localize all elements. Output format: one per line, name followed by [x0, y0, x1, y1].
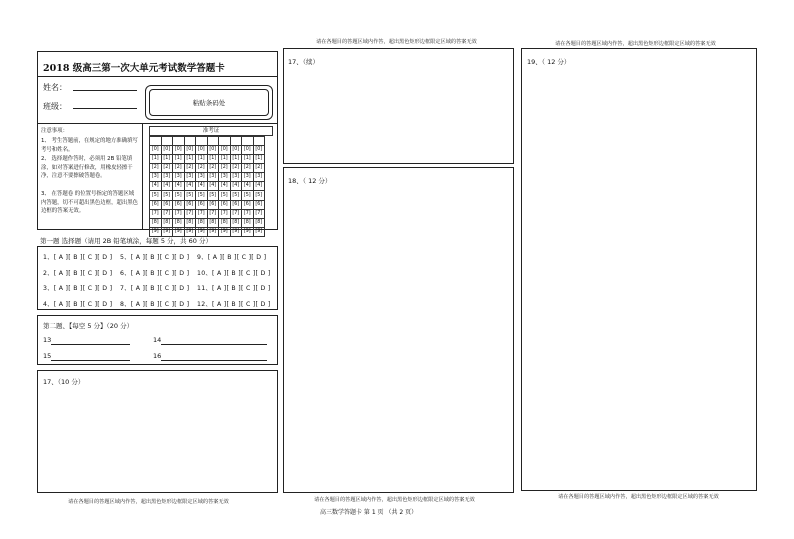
section2-box: [37, 315, 278, 365]
blank-label: 16: [153, 352, 162, 360]
exam-digit-bubble[interactable]: [5]: [242, 191, 254, 200]
class-field[interactable]: [73, 108, 137, 109]
note-item: 2、 选择题作答时，必须用 2B 铅笔填涂，如对答案进行修改，用橡皮轻擦干净，注意不要擦破答题卷。: [41, 156, 133, 180]
exam-digit-bubble[interactable]: [3]: [242, 173, 254, 182]
name-label: 姓名：: [43, 83, 67, 92]
exam-number-grid: [149, 126, 274, 234]
exam-digit-bubble[interactable]: [7]: [196, 209, 208, 218]
bottom-notice-right: 请在各题目的答题区域内作答，超出黑色矩形边框限定区域的答案无效: [558, 494, 719, 500]
exam-digit-bubble[interactable]: [9]: [219, 227, 231, 236]
exam-digit-bubble[interactable]: [0]: [150, 146, 162, 155]
barcode-area: [145, 85, 273, 120]
notes-box: [38, 124, 143, 229]
exam-digit-bubble[interactable]: [8]: [230, 218, 242, 227]
info-panel: [37, 51, 278, 234]
q17-label: 17、（10 分）: [43, 378, 85, 386]
exam-digit-bubble[interactable]: [2]: [219, 164, 231, 173]
q17-answer-area[interactable]: [37, 370, 278, 493]
exam-digit-bubble[interactable]: [8]: [173, 218, 185, 227]
exam-digit-bubble[interactable]: [2]: [184, 164, 196, 173]
exam-digit-bubble[interactable]: [6]: [230, 200, 242, 209]
q19-label: 19、（ 12 分）: [527, 58, 571, 66]
blank-14-line[interactable]: [161, 344, 267, 345]
exam-digit-bubble[interactable]: [0]: [219, 146, 231, 155]
exam-digit-bubble[interactable]: [0]: [253, 146, 265, 155]
exam-digit-bubble[interactable]: [0]: [184, 146, 196, 155]
blank-label: 14: [153, 336, 162, 344]
exam-digit-bubble[interactable]: [9]: [173, 227, 185, 236]
blank-label: 13: [43, 336, 52, 344]
exam-digit-bubble[interactable]: [5]: [207, 191, 219, 200]
exam-digit-bubble[interactable]: [7]: [219, 209, 231, 218]
exam-digit-bubble[interactable]: [1]: [242, 155, 254, 164]
exam-digit-bubble[interactable]: [8]: [242, 218, 254, 227]
card-title: 2018 级高三第一次大单元考试数学答题卡: [43, 63, 225, 74]
exam-digit-bubble[interactable]: [1]: [150, 155, 162, 164]
bottom-notice-left: 请在各题目的答题区域内作答，超出黑色矩形边框限定区域的答案无效: [68, 499, 229, 505]
section2-title: 第二题、【每空 5 分】（20 分）: [43, 322, 134, 330]
exam-digit-bubble[interactable]: [0]: [207, 146, 219, 155]
exam-digit-bubble[interactable]: [8]: [184, 218, 196, 227]
exam-digit-bubble[interactable]: [4]: [150, 182, 162, 191]
exam-digit-bubble[interactable]: [7]: [242, 209, 254, 218]
mc-question-row[interactable]: 7、[ A ][ B ][ C ][ D ]: [120, 285, 190, 292]
exam-digit-bubble[interactable]: [7]: [230, 209, 242, 218]
exam-digit-bubble[interactable]: [3]: [150, 173, 162, 182]
exam-digit-bubble[interactable]: [7]: [161, 209, 173, 218]
exam-digit-bubble[interactable]: [2]: [173, 164, 185, 173]
exam-digit-bubble[interactable]: [6]: [207, 200, 219, 209]
mc-question-row[interactable]: 9、[ A ][ B ][ C ][ D ]: [197, 254, 267, 261]
blank-16-line[interactable]: [161, 360, 267, 361]
exam-digit-bubble[interactable]: [1]: [196, 155, 208, 164]
exam-digit-bubble[interactable]: [5]: [161, 191, 173, 200]
section1-title: 第一题 选择题（请用 2B 铅笔填涂，每题 5 分，共 60 分）: [40, 237, 212, 245]
exam-digit-bubble[interactable]: [6]: [242, 200, 254, 209]
exam-digit-bubble[interactable]: [1]: [253, 155, 265, 164]
mc-question-row[interactable]: 6、[ A ][ B ][ C ][ D ]: [120, 269, 190, 277]
exam-digit-bubble[interactable]: [0]: [196, 146, 208, 155]
exam-digit-bubble[interactable]: [9]: [150, 227, 162, 236]
exam-digit-bubble[interactable]: [2]: [196, 164, 208, 173]
class-label: 班级：: [43, 102, 67, 111]
exam-number-title: 准考证: [149, 126, 273, 136]
exam-digit-bubble[interactable]: [4]: [196, 182, 208, 191]
exam-digit-bubble[interactable]: [8]: [207, 218, 219, 227]
exam-digit-bubble[interactable]: [8]: [196, 218, 208, 227]
exam-digit-bubble[interactable]: [6]: [253, 200, 265, 209]
exam-digit-bubble[interactable]: [8]: [161, 218, 173, 227]
mc-question-row[interactable]: 2、[ A ][ B ][ C ][ D ]: [43, 269, 113, 277]
exam-digit-bubble[interactable]: [1]: [219, 155, 231, 164]
exam-digit-bubble[interactable]: [3]: [230, 173, 242, 182]
q19-answer-area[interactable]: [521, 48, 757, 491]
mc-question-row[interactable]: 10、[ A ][ B ][ C ][ D ]: [197, 269, 271, 277]
exam-digit-bubble[interactable]: [9]: [207, 227, 219, 236]
exam-digit-bubble[interactable]: [4]: [242, 182, 254, 191]
exam-digit-bubble[interactable]: [8]: [150, 218, 162, 227]
exam-digit-bubble[interactable]: [1]: [173, 155, 185, 164]
exam-digit-bubble[interactable]: [5]: [219, 191, 231, 200]
exam-digit-bubble[interactable]: [3]: [219, 173, 231, 182]
exam-digit-bubble[interactable]: [2]: [230, 164, 242, 173]
exam-digit-bubble[interactable]: [0]: [173, 146, 185, 155]
exam-digit-bubble[interactable]: [4]: [253, 182, 265, 191]
mc-question-row[interactable]: 1、[ A ][ B ][ C ][ D ]: [43, 254, 113, 261]
mc-question-row[interactable]: 3、[ A ][ B ][ C ][ D ]: [43, 285, 113, 292]
exam-digit-bubble[interactable]: [6]: [219, 200, 231, 209]
q18-label: 18、（ 12 分）: [288, 177, 332, 185]
q17-continued-area[interactable]: [283, 48, 514, 164]
note-item: 3、 在答题卷 的位置号指定的答题区域内答题，切不可超出黑色边框，超出黑色边框的答案无效。: [41, 191, 139, 215]
exam-digit-bubble[interactable]: [7]: [150, 209, 162, 218]
exam-digit-bubble[interactable]: [8]: [253, 218, 265, 227]
exam-digit-bubble[interactable]: [2]: [161, 164, 173, 173]
mc-question-row[interactable]: 4、[ A ][ B ][ C ][ D ]: [43, 300, 113, 308]
exam-digit-bubble[interactable]: [3]: [207, 173, 219, 182]
q17-continued-label: 17、（续）: [288, 58, 320, 66]
notes-title: 注意事项：: [41, 128, 68, 134]
exam-digit-bubble[interactable]: [4]: [161, 182, 173, 191]
divider: [38, 76, 277, 77]
top-notice-right: 请在各题目的答题区域内作答，超出黑色矩形边框限定区域的答案无效: [555, 41, 716, 47]
blank-15-line[interactable]: [51, 360, 130, 361]
exam-digit-bubble[interactable]: [0]: [242, 146, 254, 155]
bottom-notice-middle: 请在各题目的答题区域内作答，超出黑色矩形边框限定区域的答案无效: [314, 497, 475, 503]
exam-digit-bubble[interactable]: [8]: [219, 218, 231, 227]
exam-digit-bubble[interactable]: [5]: [253, 191, 265, 200]
exam-digit-bubble[interactable]: [9]: [230, 227, 242, 236]
exam-digit-bubble[interactable]: [4]: [173, 182, 185, 191]
exam-digit-bubble[interactable]: [1]: [207, 155, 219, 164]
exam-digit-bubble[interactable]: [3]: [161, 173, 173, 182]
exam-digit-bubble[interactable]: [4]: [184, 182, 196, 191]
exam-digit-bubble[interactable]: [7]: [207, 209, 219, 218]
exam-digit-bubble[interactable]: [9]: [196, 227, 208, 236]
exam-digit-bubble[interactable]: [5]: [230, 191, 242, 200]
mc-question-row[interactable]: 12、[ A ][ B ][ C ][ D ]: [197, 300, 271, 308]
exam-digit-bubble[interactable]: [6]: [150, 200, 162, 209]
mc-question-row[interactable]: 11、[ A ][ B ][ C ][ D ]: [197, 285, 271, 292]
barcode-label: 粘贴条码处: [192, 99, 226, 107]
exam-digit-bubble[interactable]: [4]: [230, 182, 242, 191]
exam-digit-bubble[interactable]: [5]: [173, 191, 185, 200]
exam-digit-bubble[interactable]: [6]: [161, 200, 173, 209]
name-field[interactable]: [73, 90, 137, 91]
exam-digit-bubble[interactable]: [2]: [253, 164, 265, 173]
exam-digit-bubble[interactable]: [5]: [184, 191, 196, 200]
page-footer: 高三数学答题卡 第 1 页 （共 2 页）: [320, 509, 418, 516]
exam-digit-bubble[interactable]: [7]: [253, 209, 265, 218]
note-item: 1、 考生答题前，在规定的地方准确填写考号和姓名。: [41, 138, 138, 153]
exam-digit-bubble[interactable]: [1]: [230, 155, 242, 164]
exam-digit-bubble[interactable]: [3]: [253, 173, 265, 182]
exam-digit-bubble[interactable]: [2]: [207, 164, 219, 173]
exam-digit-bubble[interactable]: [6]: [184, 200, 196, 209]
mc-question-row[interactable]: 8、[ A ][ B ][ C ][ D ]: [120, 300, 190, 308]
top-notice-middle: 请在各题目的答题区域内作答，超出黑色矩形边框限定区域的答案无效: [316, 39, 477, 45]
exam-digit-bubble[interactable]: [9]: [161, 227, 173, 236]
exam-digit-bubble[interactable]: [1]: [184, 155, 196, 164]
exam-digit-bubble[interactable]: [9]: [184, 227, 196, 236]
blank-13-line[interactable]: [51, 344, 130, 345]
exam-digit-bubble[interactable]: [5]: [196, 191, 208, 200]
exam-digit-bubble[interactable]: [5]: [150, 191, 162, 200]
exam-digit-bubble[interactable]: [0]: [161, 146, 173, 155]
exam-digit-bubble[interactable]: [7]: [173, 209, 185, 218]
section1-box: [37, 246, 278, 310]
exam-digit-bubble[interactable]: [3]: [196, 173, 208, 182]
exam-digit-bubble[interactable]: [6]: [196, 200, 208, 209]
exam-digit-bubble[interactable]: [3]: [184, 173, 196, 182]
exam-digit-bubble[interactable]: [6]: [173, 200, 185, 209]
q18-answer-area[interactable]: [283, 167, 514, 493]
exam-number-entry-row[interactable]: [149, 136, 273, 145]
exam-digit-bubble[interactable]: [4]: [207, 182, 219, 191]
exam-digit-bubble[interactable]: [9]: [242, 227, 254, 236]
mc-question-row[interactable]: 5、[ A ][ B ][ C ][ D ]: [120, 254, 190, 261]
exam-digit-bubble[interactable]: [1]: [161, 155, 173, 164]
exam-digit-bubble[interactable]: [7]: [184, 209, 196, 218]
exam-digit-bubble[interactable]: [2]: [150, 164, 162, 173]
exam-digit-bubble[interactable]: [3]: [173, 173, 185, 182]
exam-digit-bubble[interactable]: [4]: [219, 182, 231, 191]
blank-label: 15: [43, 352, 52, 360]
exam-digit-bubble[interactable]: [9]: [253, 227, 265, 236]
exam-digit-bubble[interactable]: [0]: [230, 146, 242, 155]
exam-digit-bubble[interactable]: [2]: [242, 164, 254, 173]
